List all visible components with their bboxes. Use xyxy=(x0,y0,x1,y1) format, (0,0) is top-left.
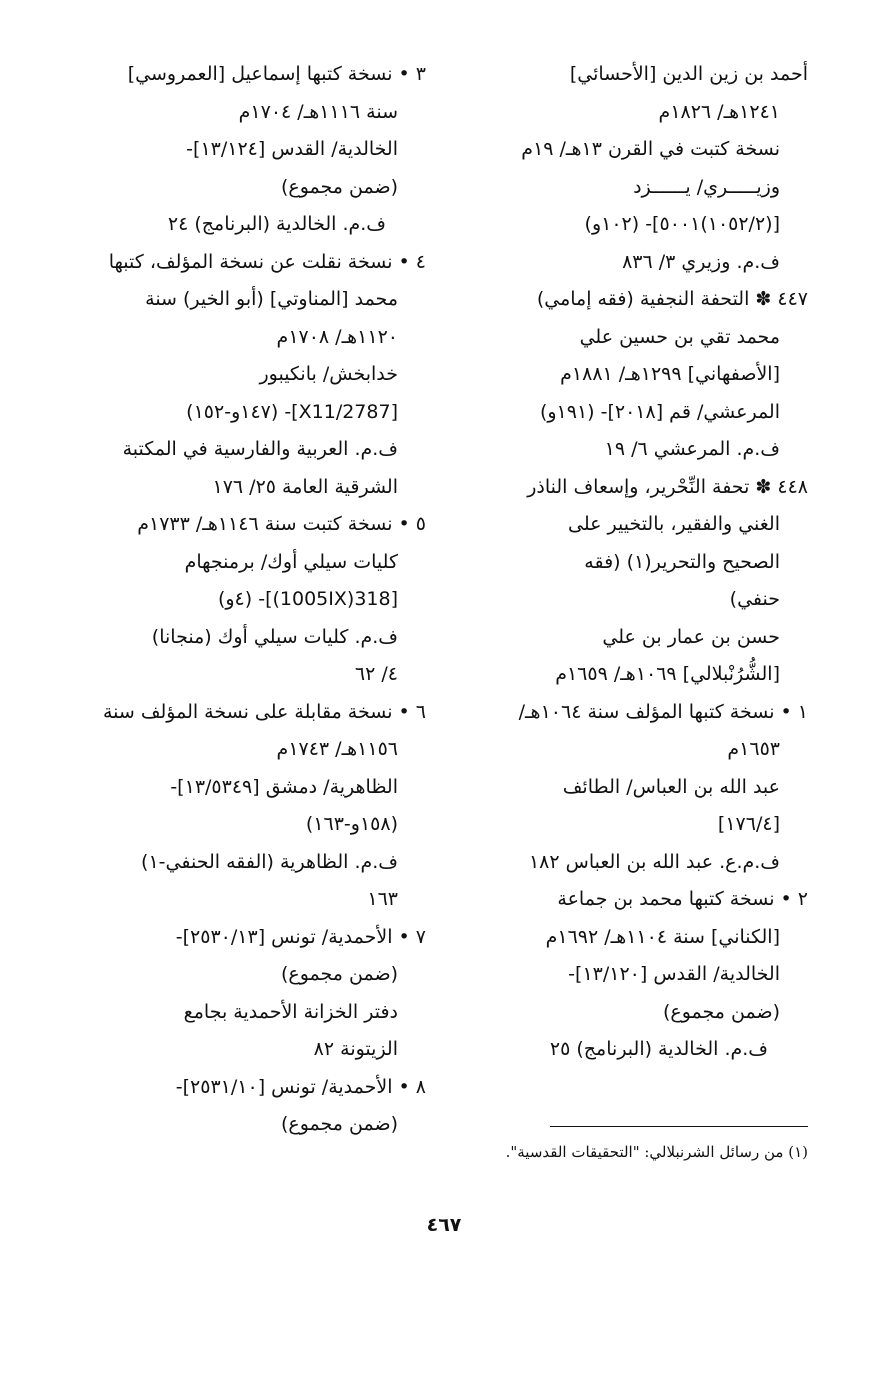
text-line: (ضمن مجموع) xyxy=(662,1000,780,1023)
text-line: ف.م. المرعشي ٦/ ١٩ xyxy=(604,438,780,460)
text-line: ٤/ ٦٢ xyxy=(354,663,398,685)
text-line: ٤ • نسخة نقلت عن نسخة المؤلف، كتبها xyxy=(108,250,426,273)
text-line: [318(1005IX)]- (٤و) xyxy=(217,588,398,610)
text-line: [الأصفهاني] ١٢٩٩هـ/ ١٨٨١م xyxy=(560,363,780,385)
text-line: (ضمن مجموع) xyxy=(280,963,398,985)
text-line: ف.م. الظاهرية (الفقه الحنفي-١) xyxy=(141,850,398,873)
text-line: ١١٢٠هـ/ ١٧٠٨م xyxy=(276,325,398,348)
text-line: عبد الله بن العباس/ الطائف xyxy=(562,775,780,798)
text-line: الخالدية/ القدس [١٣/١٢٠]- xyxy=(568,963,780,985)
text-line: أحمد بن زين الدين [الأحسائي] xyxy=(569,63,808,85)
text-line: ٢ • نسخة كتبها محمد بن جماعة xyxy=(557,888,808,910)
text-line: ١٢٤١هـ/ ١٨٢٦م xyxy=(658,100,780,123)
text-line: ٨ • الأحمدية/ تونس [٢٥٣١/١٠]- xyxy=(175,1075,426,1098)
text-line: حنفي) xyxy=(729,588,780,610)
text-line: المرعشي/ قم [٢٠١٨]- (١٩١و) xyxy=(539,400,780,423)
text-line: (ضمن مجموع) xyxy=(280,1113,398,1135)
text-line: ٥ • نسخة كتبت سنة ١١٤٦هـ/ ١٧٣٣م xyxy=(137,513,426,535)
text-line: ف.م. كليات سيلي أوك (منجانا) xyxy=(151,625,398,648)
text-line: حسن بن عمار بن علي xyxy=(602,625,780,648)
text-line: سنة ١١١٦هـ/ ١٧٠٤م xyxy=(238,100,398,123)
left-column xyxy=(76,56,426,1144)
text-line: ف.م. الخالدية (البرنامج) ٢٥ xyxy=(549,1038,768,1060)
text-line: ١٦٣ xyxy=(367,888,398,910)
text-line: وزيـــــري/ يــــــزد xyxy=(633,175,780,198)
text-line: ١٦٥٣م xyxy=(727,738,780,760)
text-line: ٦ • نسخة مقابلة على نسخة المؤلف سنة xyxy=(102,700,426,723)
page-number: ٤٦٧ xyxy=(426,1214,462,1236)
footnote-separator xyxy=(550,1126,808,1127)
text-line: [١٧٦/٤] xyxy=(717,813,780,835)
text-line: ف.م. وزيري ٣/ ٨٣٦ xyxy=(622,250,780,273)
text-line: الزيتونة ٨٢ xyxy=(313,1038,398,1060)
text-line: الصحيح والتحرير(١) (فقه xyxy=(584,550,780,573)
text-line: ف.م. العربية والفارسية في المكتبة xyxy=(122,438,398,460)
text-line: خدابخش/ بانكيبور xyxy=(259,363,398,385)
text-line: نسخة كتبت في القرن ١٣هـ/ ١٩م xyxy=(521,138,780,160)
text-line: ف.م. الخالدية (البرنامج) ٢٤ xyxy=(167,213,386,235)
text-line: ١١٥٦هـ/ ١٧٤٣م xyxy=(276,738,398,760)
text-line: دفتر الخزانة الأحمدية بجامع xyxy=(183,1000,398,1023)
text-line: [(١٠٥٢/٢)٥٠٠١]- (١٠٢و) xyxy=(584,213,780,235)
text-line: كليات سيلي أوك/ برمنجهام xyxy=(184,550,398,573)
text-line: (ضمن مجموع) xyxy=(280,175,398,198)
text-line: الظاهرية/ دمشق [١٣/٥٣٤٩]- xyxy=(170,775,398,798)
text-line: ٤٤٧ ✽ التحفة النجفية (فقه إمامي) xyxy=(536,288,808,310)
text-line: [2787/X11]- (١٤٧و-١٥٢) xyxy=(186,400,398,423)
text-line: ٣ • نسخة كتبها إسماعيل [العمروسي] xyxy=(127,63,426,85)
text-line: (١٥٨و-١٦٣) xyxy=(305,813,398,835)
text-line: [الشُّرُنْبلالي] ١٠٦٩هـ/ ١٦٥٩م xyxy=(555,663,780,685)
text-line: الخالدية/ القدس [١٣/١٢٤]- xyxy=(186,138,398,160)
text-line: ٤٤٨ ✽ تحفة النِّحْرير، وإسعاف الناذر xyxy=(527,475,808,498)
text-line: ف.م.ع. عبد الله بن العباس ١٨٢ xyxy=(528,850,780,873)
text-line: الغني والفقير، بالتخيير على xyxy=(567,513,780,535)
text-line: الشرقية العامة ٢٥/ ١٧٦ xyxy=(212,475,398,498)
right-column xyxy=(472,56,808,1069)
text-line: محمد تقي بن حسين علي xyxy=(579,325,780,348)
text-line: ٧ • الأحمدية/ تونس [٢٥٣٠/١٣]- xyxy=(175,925,426,948)
text-line: [الكناني] سنة ١١٠٤هـ/ ١٦٩٢م xyxy=(545,925,780,948)
text-line: محمد [المناوتي] (أبو الخير) سنة xyxy=(145,288,398,310)
footnote: (١) من رسائل الشرنبلالي: "التحقيقات القدسية". xyxy=(505,1143,808,1161)
text-line: ١ • نسخة كتبها المؤلف سنة ١٠٦٤هـ/ xyxy=(518,700,808,723)
